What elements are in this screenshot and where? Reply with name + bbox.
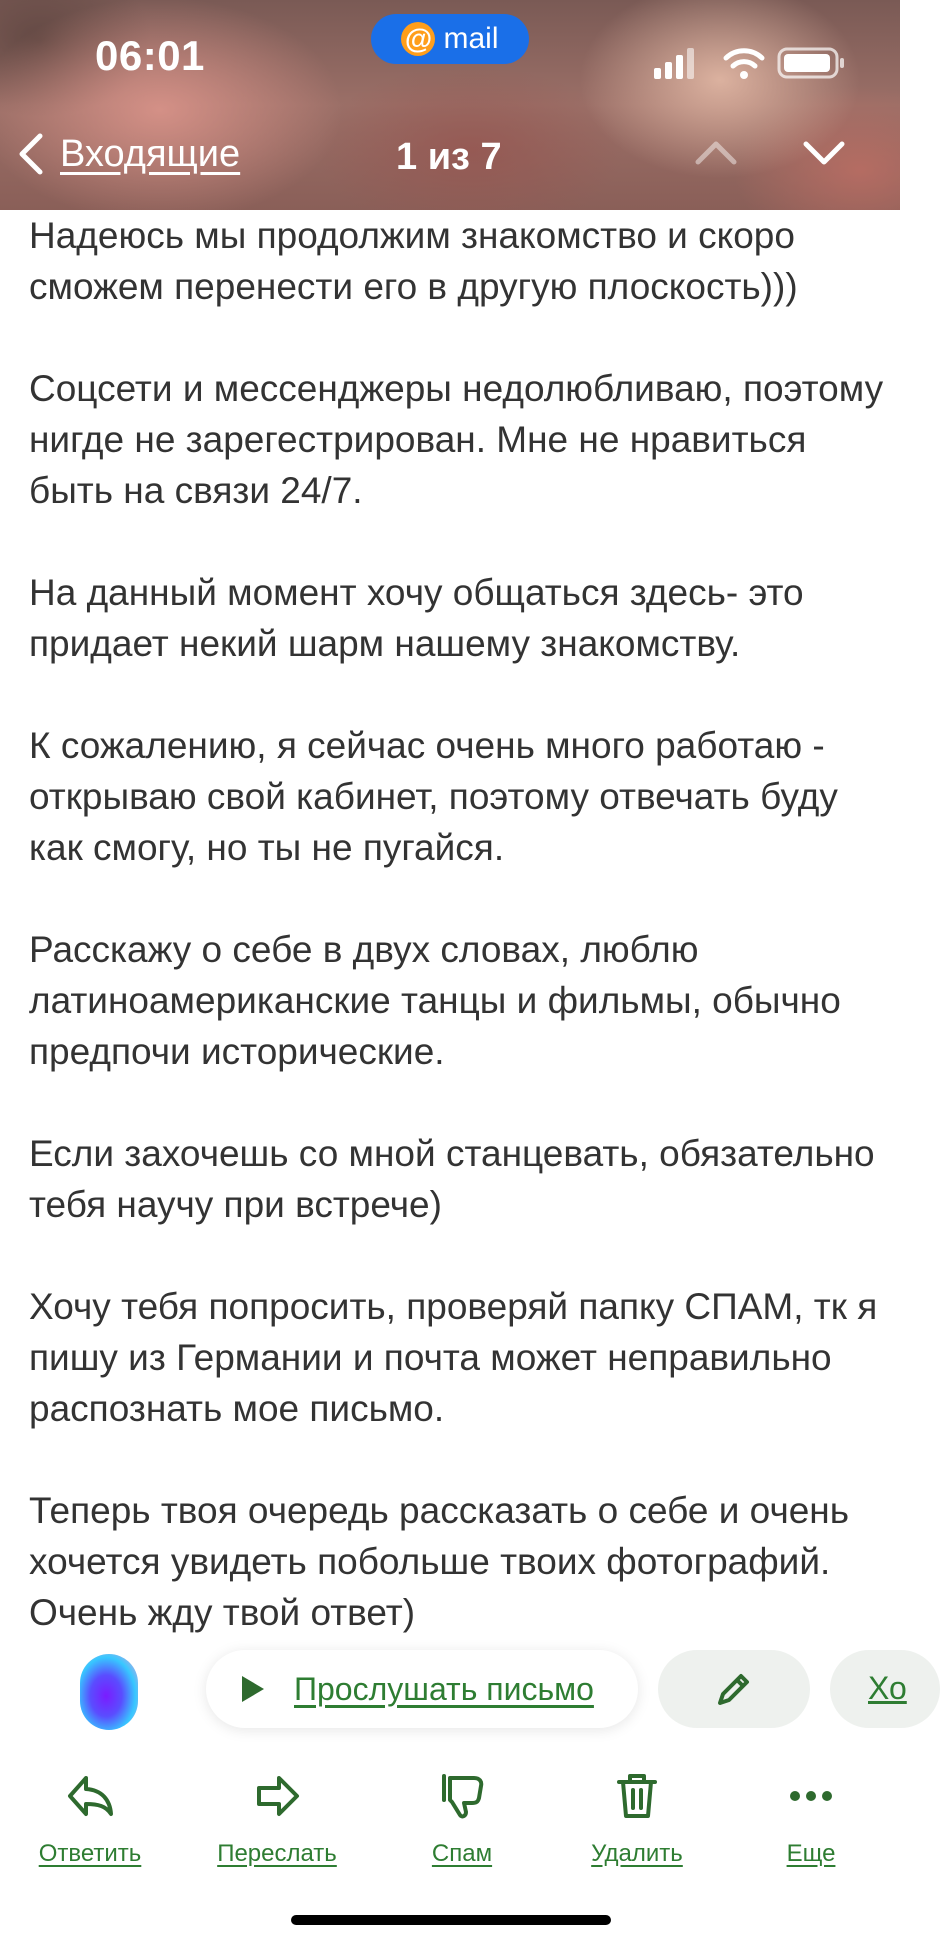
- forward-icon: [251, 1770, 303, 1822]
- chevron-left-icon: [18, 132, 44, 176]
- message-counter: 1 из 7: [396, 136, 502, 178]
- message-paragraph: Теперь твоя очередь рассказать о себе и очень хочется увидеть побольше твоих фотографий. Очень жду твой ответ): [29, 1490, 850, 1633]
- delete-button[interactable]: [557, 1770, 717, 1868]
- suggestion-chip[interactable]: [830, 1650, 940, 1728]
- message-paragraph: Соцсети и мессенджеры недолюбливаю, поэтому нигде не зарегестрирован. Мне не нравиться быть на связи 24/7.: [29, 368, 884, 511]
- message-paragraph: Если захочешь со мной станцевать, обязательно тебя научу при встрече): [29, 1133, 875, 1225]
- back-label: Входящие: [60, 132, 241, 175]
- reply-label: Ответить: [38, 1840, 142, 1867]
- home-indicator[interactable]: [291, 1915, 611, 1925]
- chevron-up-icon[interactable]: [694, 140, 738, 166]
- at-icon: @: [401, 22, 435, 56]
- reply-icon: [64, 1770, 116, 1822]
- delete-label: Удалить: [591, 1840, 683, 1867]
- listen-message-button[interactable]: [206, 1650, 638, 1728]
- status-icons: [654, 44, 874, 80]
- header: [0, 0, 900, 210]
- thumbs-down-icon: [436, 1770, 488, 1822]
- back-to-inbox-button[interactable]: [18, 132, 240, 176]
- chevron-down-icon[interactable]: [802, 140, 846, 166]
- reply-button[interactable]: [10, 1770, 170, 1868]
- edit-button[interactable]: [658, 1650, 810, 1728]
- listen-label: Прослушать письмо: [294, 1670, 594, 1707]
- more-label: Еще: [786, 1840, 836, 1867]
- cellular-signal-icon: [654, 48, 694, 79]
- message-paragraph: К сожалению, я сейчас очень много работаю - открываю свой кабинет, поэтому отвечать буду как смогу, но ты не пугайся.: [29, 725, 838, 868]
- spam-button[interactable]: [382, 1770, 542, 1868]
- wifi-icon: [726, 51, 762, 79]
- mail-app-badge[interactable]: [371, 14, 529, 64]
- more-dots-icon: [785, 1770, 837, 1822]
- message-paragraph: Расскажу о себе в двух словах, люблю латиноамериканские танцы и фильмы, обычно предпочи исторические.: [29, 929, 841, 1072]
- message-body: [29, 210, 884, 1689]
- trash-icon: [611, 1770, 663, 1822]
- play-icon: [242, 1676, 264, 1702]
- action-toolbar: [0, 1770, 900, 1880]
- message-paragraph: Хочу тебя попросить, проверяй папку СПАМ, тк я пишу из Германии и почта может неправильно распознать мое письмо.: [29, 1286, 878, 1429]
- status-time: 06:01: [95, 32, 205, 79]
- suggestion-chip-label: Хо: [868, 1670, 907, 1706]
- forward-button[interactable]: [197, 1770, 357, 1868]
- assistant-orb-icon[interactable]: [80, 1654, 138, 1730]
- mail-badge-label: mail: [443, 22, 499, 55]
- forward-label: Переслать: [217, 1840, 337, 1867]
- pencil-icon: [714, 1669, 754, 1709]
- more-button[interactable]: [731, 1770, 891, 1868]
- message-paragraph: Надеюсь мы продолжим знакомство и скоро сможем перенести его в другую плоскость))): [29, 215, 798, 307]
- spam-label: Спам: [431, 1840, 493, 1867]
- battery-icon: [779, 49, 844, 77]
- assistant-bar: [0, 1640, 907, 1740]
- message-paragraph: На данный момент хочу общаться здесь- это придает некий шарм нашему знакомству.: [29, 572, 804, 664]
